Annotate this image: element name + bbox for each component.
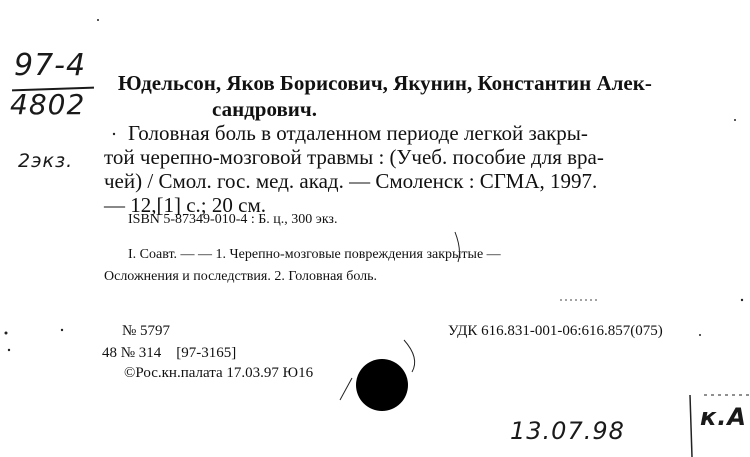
udc-classification: УДК 616.831-001-06:616.857(075) [448,323,663,339]
author-heading-line2: сандрович. [212,97,317,121]
handwritten-corner-mark: к.А [700,403,747,431]
isbn-line: ISBN 5-87349-010-4 : Б. ц., 300 экз. [128,212,338,227]
pen-stroke [690,395,692,457]
pen-stroke [340,378,352,400]
speck [61,329,63,331]
title-line1: Головная боль в отдаленном периоде легкой закры- [128,121,588,145]
speck [97,19,99,21]
handwritten-date: 13.07.98 [510,417,625,445]
collation-line: — 12,[1] с.; 20 см. [104,193,267,217]
pen-stroke [404,340,415,372]
order-number: 48 № 314 [97-3165] [102,345,237,361]
author-heading-line1: Юдельсон, Яков Борисович, Якунин, Константин Алек- [118,71,652,95]
pen-stroke [455,232,459,262]
speck [8,349,10,351]
imprint-line: чей) / Смол. гос. мед. акад. — Смоленск : СГМА, 1997. [104,169,598,193]
title-line2: той черепно-мозговой травмы : (Учеб. пособие для вра- [104,145,604,169]
handwritten-shelf-mark-bottom: 4802 [10,88,86,121]
subject-tracing-line2: Осложнения и последствия. 2. Головная боль. [104,269,378,284]
record-number: № 5797 [122,323,171,339]
speck [734,119,736,121]
subject-tracing-line1: I. Соавт. — — 1. Черепно-мозговые повреждения закрытые — [128,247,501,262]
handwritten-copies-note: 2экз. [18,150,74,172]
speck [5,332,8,335]
chamber-copyright: ©Рос.кн.палата 17.03.97 Ю16 [124,365,314,381]
speck [741,299,743,301]
handwritten-shelf-mark-top: 97-4 [14,48,87,83]
speck [699,334,701,336]
speck [113,133,115,135]
